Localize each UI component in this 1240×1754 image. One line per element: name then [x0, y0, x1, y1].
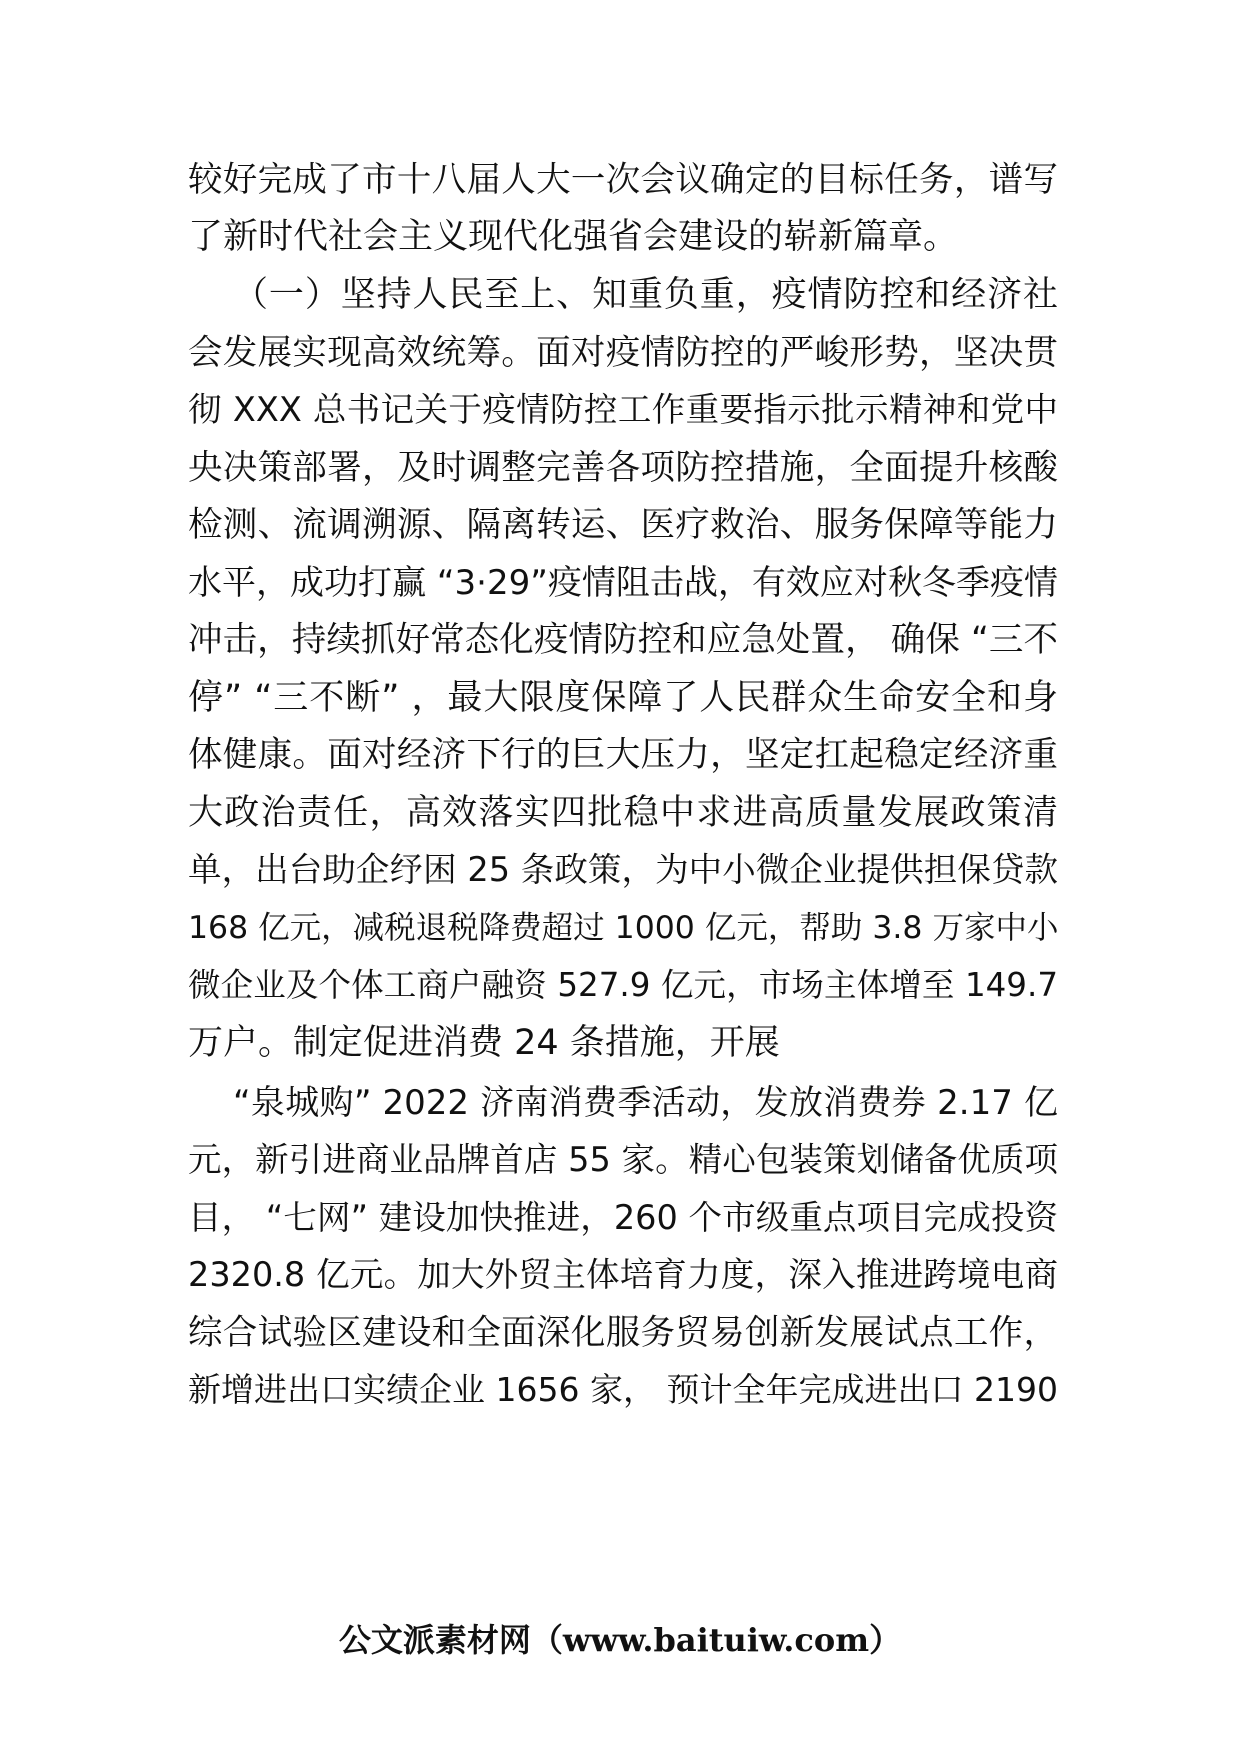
body-text-line: 体健康。面对经济下行的巨大压力，坚定扛起稳定经济重 — [188, 735, 1058, 775]
body-text-line: 综合试验区建设和全面深化服务贸易创新发展试点工作， — [188, 1313, 1058, 1353]
body-text-line: 元，新引进商业品牌首店 55 家。精心包装策划储备优质项 — [188, 1140, 1058, 1179]
body-text-line: 较好完成了市十八届人大一次会议确定的目标任务，谱写 — [188, 160, 1058, 200]
body-text-line: 单，出台助企纾困 25 条政策，为中小微企业提供担保贷款 — [188, 850, 1058, 889]
body-text-line: 水平，成功打赢 “3·29”疫情阻击战，有效应对秋冬季疫情 — [188, 563, 1058, 603]
body-text-line: 彻 XXX 总书记关于疫情防控工作重要指示批示精神和党中 — [188, 390, 1058, 429]
body-text-line: 新增进出口实绩企业 1656 家， 预计全年完成进出口 2190 — [188, 1370, 1058, 1409]
body-text-line: 停” “三不断” ，最大限度保障了人民群众生命安全和身 — [188, 678, 1058, 718]
body-text-line: 大政治责任，高效落实四批稳中求进高质量发展政策清 — [188, 793, 1058, 833]
body-text-line: 目， “七网” 建设加快推进，260 个市级重点项目完成投资 — [188, 1198, 1058, 1237]
body-text-line: 微企业及个体工商户融资 527.9 亿元，市场主体增至 149.7 — [188, 966, 1058, 1004]
section-heading-line: （一）坚持人民至上、知重负重，疫情防控和经济社 — [233, 275, 1058, 315]
body-text-line: 168 亿元，减税退税降费超过 1000 亿元，帮助 3.8 万家中小 — [188, 910, 1059, 946]
body-text-line: 冲击，持续抓好常态化疫情防控和应急处置， 确保 “三不 — [188, 620, 1058, 660]
body-text-line: 会发展实现高效统筹。面对疫情防控的严峻形势，坚决贯 — [188, 333, 1058, 373]
paragraph-start-line: “泉城购” 2022 济南消费季活动，发放消费券 2.17 亿 — [233, 1083, 1058, 1123]
body-text-line: 了新时代社会主义现代化强省会建设的崭新篇章。 — [188, 217, 959, 257]
body-text-line: 检测、流调溯源、隔离转运、医疗救治、服务保障等能力 — [188, 505, 1058, 545]
body-text-line: 央决策部署，及时调整完善各项防控措施，全面提升核酸 — [188, 448, 1058, 488]
body-text-line: 2320.8 亿元。加大外贸主体培育力度，深入推进跨境电商 — [188, 1255, 1058, 1294]
watermark-footer: 公文派素材网（www.baituiw.com） — [338, 1621, 902, 1659]
body-text-line: 万户。制定促进消费 24 条措施，开展 — [188, 1023, 780, 1063]
